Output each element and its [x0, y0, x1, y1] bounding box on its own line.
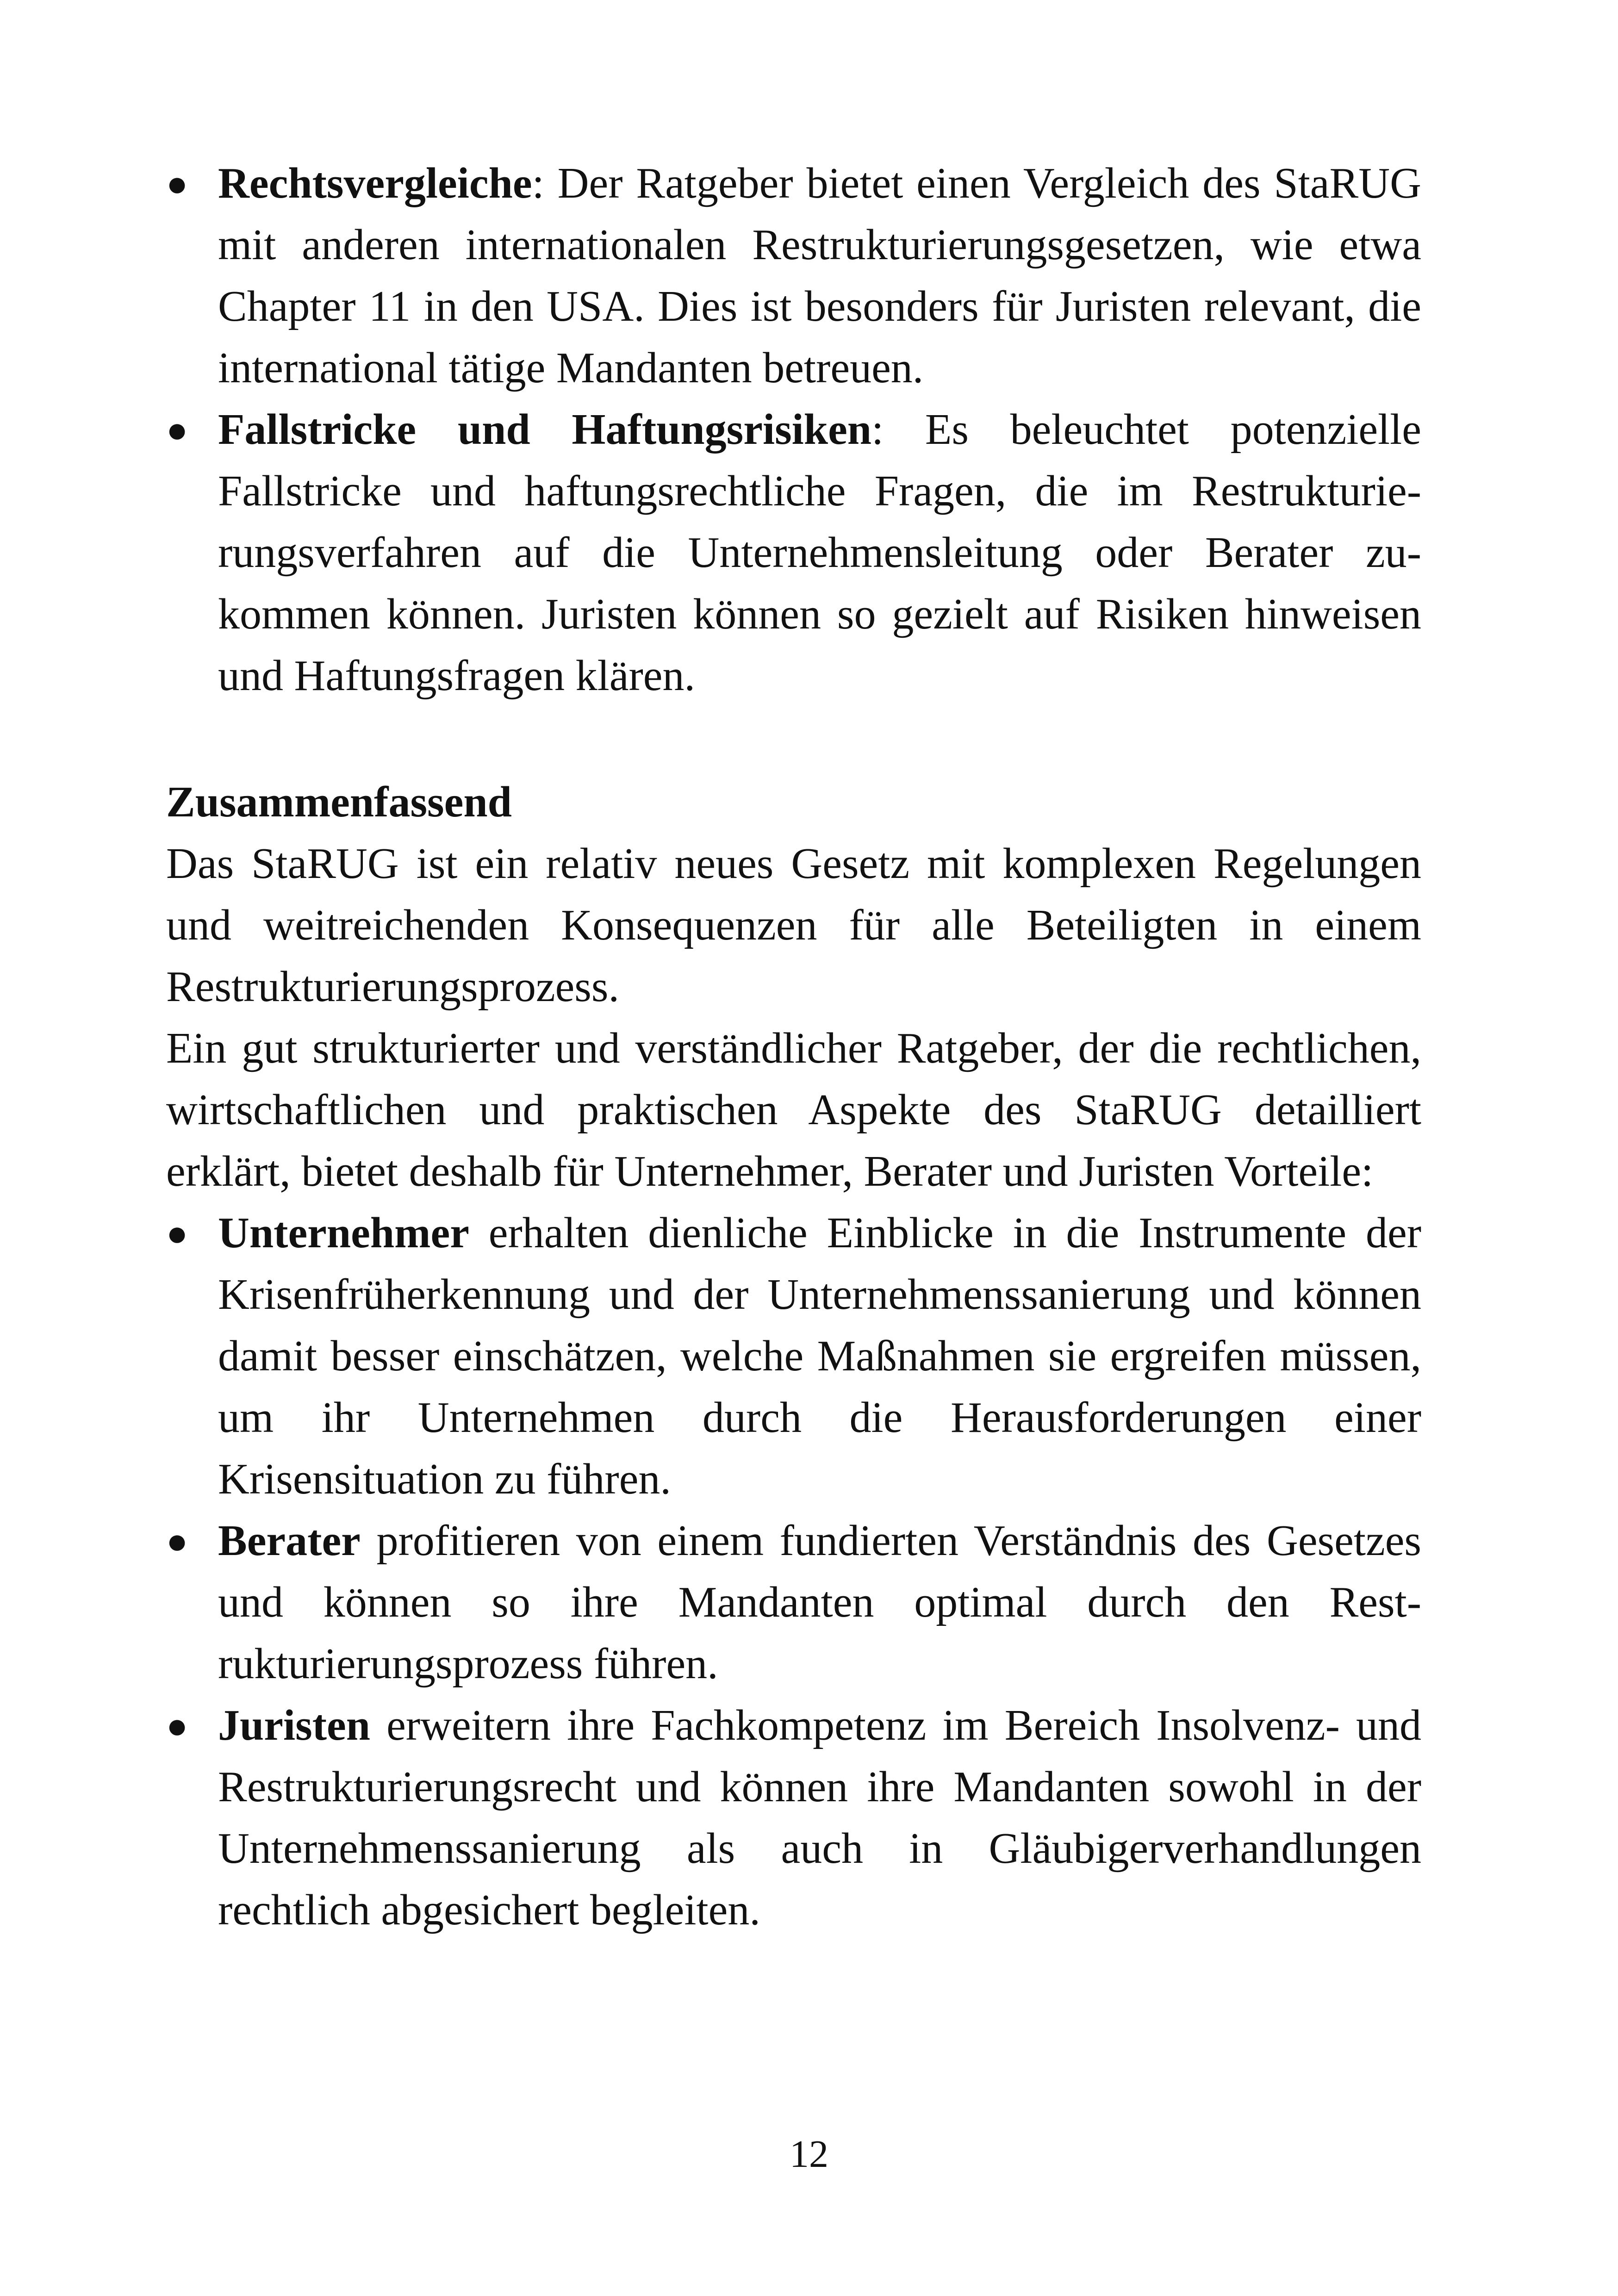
- list-item-term: Fallstricke und Haftungsrisiken: [218, 405, 872, 454]
- list-item-text: erhalten dienliche Einblicke in die Instrumente der Krisenfrüherkennung und der Unternehmenssanierung und können damit besser einschätzen, welche Maßnahmen sie ergreifen müssen, um ihr Unternehmen durch die Herausforderungen einer Krisensituation zu führen.: [218, 1209, 1421, 1503]
- bullet-icon: ●: [166, 1213, 188, 1253]
- list-item-text: : Es beleuchtet potenzielle Fallstricke und haftungsrechtliche Fragen, die im Restrukturierungsverfahren auf die Unternehmensleitung oder Berater zukommen können. Juristen können so gezielt auf Risiken hinweisen und Haftungsfragen klären.: [218, 405, 1421, 700]
- section-gap: [166, 707, 1421, 772]
- section-heading: Zusammenfassend: [166, 778, 512, 826]
- list-item: [166, 153, 1421, 399]
- bullet-icon: ●: [166, 163, 188, 204]
- list-item-term: Juristen: [218, 1701, 370, 1749]
- page-number: 12: [790, 2133, 828, 2176]
- list-item-term: Berater: [218, 1517, 361, 1565]
- bullet-list-top: [166, 153, 1421, 707]
- list-item: [166, 1202, 1421, 1510]
- list-item-term: Rechtsvergleiche: [218, 159, 532, 207]
- bullet-list-bottom: [166, 1202, 1421, 1941]
- page-body: [166, 153, 1421, 1941]
- bullet-icon: ●: [166, 1705, 188, 1746]
- bullet-icon: ●: [166, 1521, 188, 1561]
- list-item-text: profitieren von einem fundierten Verständnis des Gesetzes und können so ihre Mandanten optimal durch den Restrukturierungsprozess führen.: [218, 1517, 1421, 1688]
- bullet-icon: ●: [166, 410, 188, 450]
- list-item: [166, 1695, 1421, 1941]
- paragraph-intro: Das StaRUG ist ein relativ neues Gesetz mit komplexen Regelungen und weitreichenden Konsequenzen für alle Beteiligten in einem Restrukturierungsprozess.: [166, 840, 1421, 1011]
- list-item-text: erweitern ihre Fachkompetenz im Bereich Insolvenz- und Restrukturierungsrecht und können ihre Mandanten sowohl in der Unternehmenssanierung als auch in Gläubigerverhandlungen rechtlich abgesichert begleiten.: [218, 1701, 1421, 1934]
- paragraph-benefits: Ein gut strukturierter und verständlicher Ratgeber, der die rechtlichen, wirtschaftlichen und praktischen Aspekte des StaRUG detailliert erklärt, bietet deshalb für Unternehmer, Berater und Juristen Vorteile:: [166, 1024, 1421, 1195]
- list-item-text: : Der Ratgeber bietet einen Vergleich des StaRUG mit anderen internationalen Restrukturierungsgesetzen, wie etwa Chapter 11 in den USA. Dies ist besonders für Juristen relevant, die international tätige Mandanten betreuen.: [218, 159, 1421, 392]
- list-item: [166, 399, 1421, 707]
- list-item-term: Unternehmer: [218, 1209, 469, 1257]
- list-item: [166, 1510, 1421, 1695]
